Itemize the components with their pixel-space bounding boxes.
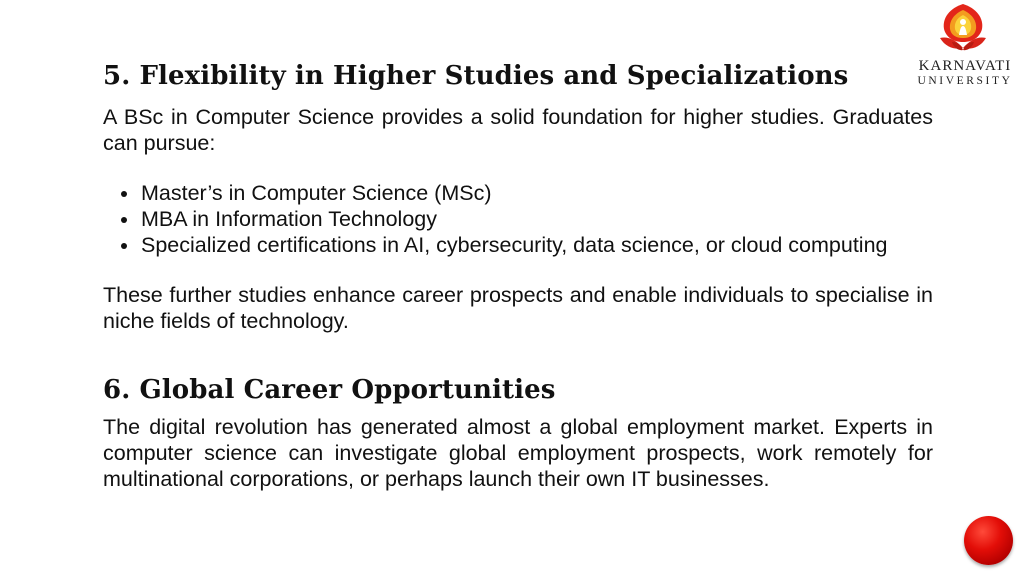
section-body: The digital revolution has generated almost a global employment market. Experts in computer science can investigate global employment prospects, work remotely for multinational corporations, or perhaps launch their own IT businesses. bbox=[103, 415, 933, 491]
bullet-list bbox=[103, 180, 933, 258]
list-item-text: Specialized certifications in AI, cybersecurity, data science, or cloud computing bbox=[141, 233, 888, 257]
logo-subtitle: UNIVERSITY bbox=[917, 75, 1013, 87]
section-intro: A BSc in Computer Science provides a solid foundation for higher studies. Graduates can pursue: bbox=[103, 105, 933, 155]
slide-content bbox=[103, 58, 933, 492]
list-item-text: Master’s in Computer Science (MSc) bbox=[141, 181, 492, 205]
section-closing: These further studies enhance career prospects and enable individuals to specialise in niche fields of technology. bbox=[103, 283, 933, 333]
section-heading-flexibility: 5. Flexibility in Higher Studies and Specializations bbox=[103, 61, 849, 91]
flame-lotus-logo-icon bbox=[932, 2, 994, 56]
bullet-icon bbox=[121, 191, 127, 197]
list-item bbox=[103, 232, 933, 258]
logo-name: KARNAVATI bbox=[918, 58, 1012, 74]
bullet-icon bbox=[121, 217, 127, 223]
list-item-text: MBA in Information Technology bbox=[141, 207, 437, 231]
list-item bbox=[103, 180, 933, 206]
bullet-icon bbox=[121, 243, 127, 249]
list-item bbox=[103, 206, 933, 232]
section-heading-global: 6. Global Career Opportunities bbox=[103, 375, 556, 405]
next-slide-button[interactable] bbox=[964, 516, 1013, 565]
